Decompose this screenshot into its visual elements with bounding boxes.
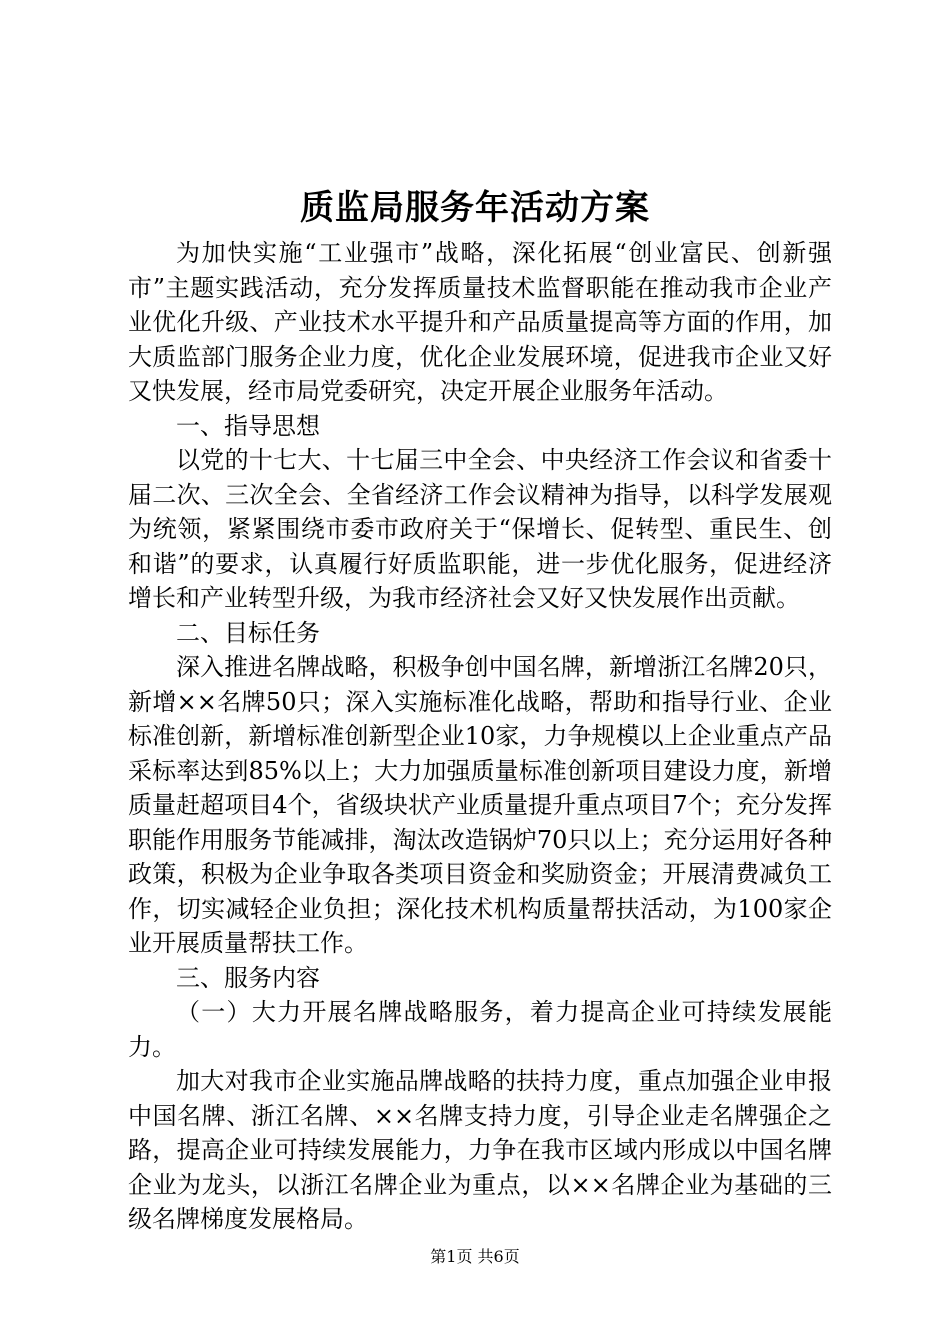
brand-strategy-paragraph: 加大对我市企业实施品牌战略的扶持力度，重点加强企业申报中国名牌、浙江名牌、××名牌支持力度，引导企业走名牌强企之路，提高企业可持续发展能力，力争在我市区域内形成以中国名牌企业为龙头，以浙江名牌企业为重点，以××名牌企业为基础的三级名牌梯度发展格局。 bbox=[128, 1067, 832, 1233]
section-heading-service-content: 三、服务内容 bbox=[176, 963, 320, 992]
subsection-heading-brand-strategy: （一）大力开展名牌战略服务，着力提高企业可持续发展能力。 bbox=[128, 998, 832, 1061]
section-heading-guiding-ideology: 一、指导思想 bbox=[176, 411, 320, 440]
guiding-ideology-paragraph: 以党的十七大、十七届三中全会、中央经济工作会议和省委十届二次、三次全会、全省经济工作会议精神为指导，以科学发展观为统领，紧紧围绕市委市政府关于“保增长、促转型、重民生、创和谐”的要求，认真履行好质监职能，进一步优化服务，促进经济增长和产业转型升级，为我市经济社会又好又快发展作出贡献。 bbox=[128, 446, 832, 612]
document-body bbox=[128, 236, 832, 1237]
document-title: 质监局服务年活动方案 bbox=[300, 188, 650, 228]
intro-paragraph: 为加快实施“工业强市”战略，深化拓展“创业富民、创新强市”主题实践活动，充分发挥质量技术监督职能在推动我市企业产业优化升级、产业技术水平提升和产品质量提高等方面的作用，加大质监部门服务企业力度，优化企业发展环境，促进我市企业又好又快发展，经市局党委研究，决定开展企业服务年活动。 bbox=[128, 239, 832, 405]
page-footer: 第1页 共6页 bbox=[430, 1247, 520, 1266]
section-heading-objectives: 二、目标任务 bbox=[176, 618, 320, 647]
objectives-paragraph: 深入推进名牌战略，积极争创中国名牌，新增浙江名牌20只，新增××名牌50只；深入实施标准化战略，帮助和指导行业、企业标准创新，新增标准创新型企业10家，力争规模以上企业重点产品采标率达到85%以上；大力加强质量标准创新项目建设力度，新增质量赶超项目4个，省级块状产业质量提升重点项目7个；充分发挥职能作用服务节能减排，淘汰改造锅炉70只以上；充分运用好各种政策，积极为企业争取各类项目资金和奖励资金；开展清费减负工作，切实减轻企业负担；深化技术机构质量帮扶活动，为100家企业开展质量帮扶工作。 bbox=[128, 653, 832, 957]
